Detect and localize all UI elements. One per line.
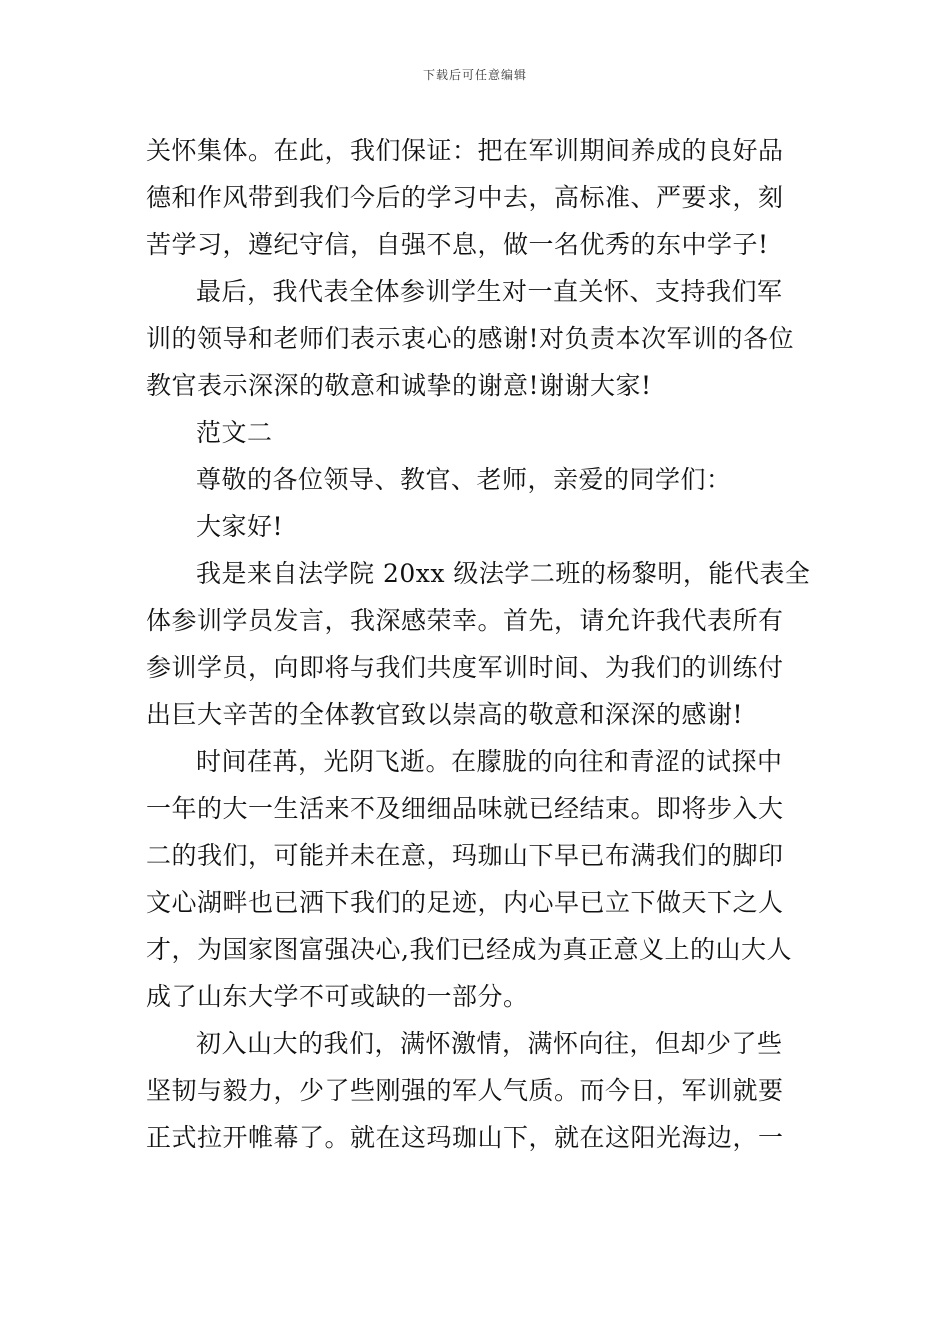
text-line: 尊敬的各位领导、教官、老师，亲爱的同学们： <box>196 465 732 494</box>
text-line: 教官表示深深的敬意和诚挚的谢意!谢谢大家! <box>146 371 652 400</box>
text-line: 一年的大一生活来不及细细品味就已经结束。即将步入大 <box>146 794 784 823</box>
text-line: 坚韧与毅力，少了些刚强的军人气质。而今日，军训就要 <box>146 1076 784 1105</box>
text-line: 关怀集体。在此，我们保证：把在军训期间养成的良好品 <box>146 136 784 165</box>
text-line: 最后，我代表全体参训学生对一直关怀、支持我们军 <box>196 277 783 306</box>
text-line: 德和作风带到我们今后的学习中去，高标准、严要求，刻 <box>146 183 784 212</box>
page-header: 下载后可任意编辑 <box>422 68 527 82</box>
text-line: 体参训学员发言，我深感荣幸。首先，请允许我代表所有 <box>146 606 784 635</box>
text-line: 参训学员，向即将与我们共度军训时间、为我们的训练付 <box>146 653 784 682</box>
text-line: 训的领导和老师们表示衷心的感谢!对负责本次军训的各位 <box>146 324 795 353</box>
text-line: 范文二 <box>196 418 273 447</box>
text-line: 正式拉开帷幕了。就在这玛珈山下，就在这阳光海边，一 <box>146 1123 784 1152</box>
text-line: 出巨大辛苦的全体教官致以崇高的敬意和深深的感谢! <box>146 700 744 729</box>
text-line: 大家好! <box>196 512 284 541</box>
document-body <box>146 127 811 1161</box>
text-line: 时间荏苒，光阴飞逝。在朦胧的向往和青涩的试探中 <box>196 747 783 776</box>
text-line: 成了山东大学不可或缺的一部分。 <box>146 982 529 1011</box>
text-line: 我是来自法学院 20xx 级法学二班的杨黎明，能代表全 <box>196 559 811 588</box>
text-line: 文心湖畔也已洒下我们的足迹，内心早已立下做天下之人 <box>146 888 784 917</box>
text-line: 才，为国家图富强决心,我们已经成为真正意义上的山大人 <box>146 935 792 964</box>
text-line: 二的我们，可能并未在意，玛珈山下早已布满我们的脚印 <box>146 841 784 870</box>
text-line: 苦学习，遵纪守信，自强不息，做一名优秀的东中学子! <box>146 230 769 259</box>
text-line: 初入山大的我们，满怀激情，满怀向往，但却少了些 <box>196 1029 783 1058</box>
